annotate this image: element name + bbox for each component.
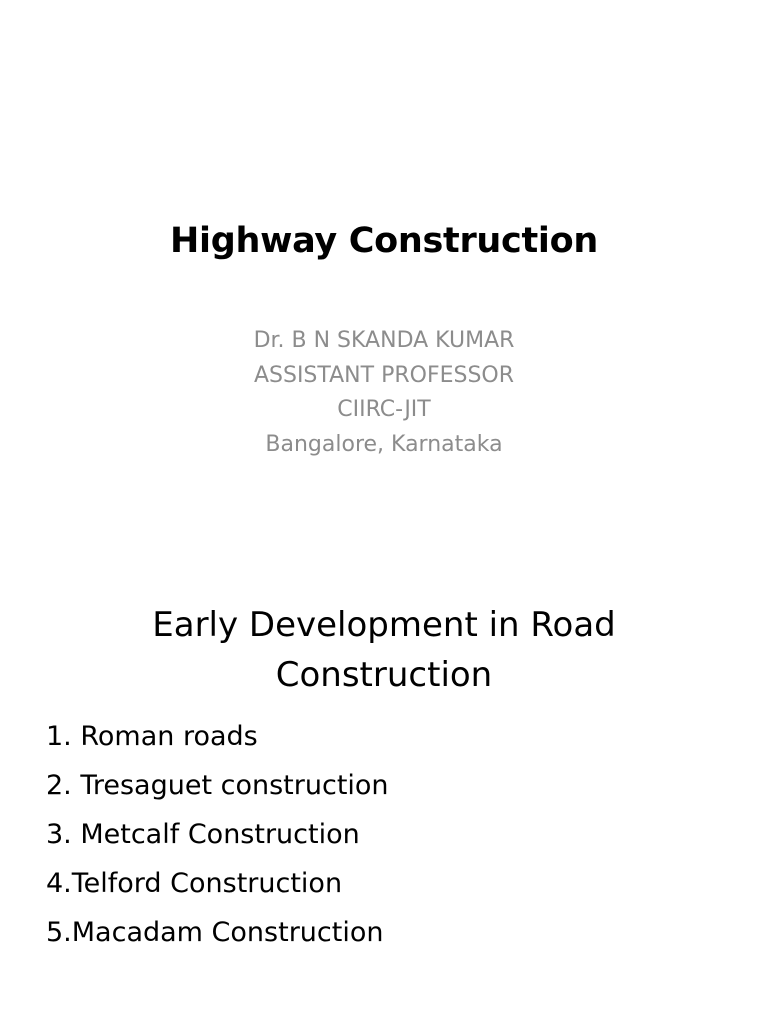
list-item: 2. Tresaguet construction	[46, 770, 389, 801]
list-item: 5.Macadam Construction	[46, 917, 384, 948]
heading-line: Early Development in Road	[152, 605, 616, 645]
author-position: ASSISTANT PROFESSOR	[253, 362, 515, 388]
author-institution: CIIRC-JIT	[337, 397, 431, 422]
content-heading	[0, 600, 768, 700]
list-item: 4.Telford Construction	[46, 868, 343, 899]
construction-list	[46, 712, 389, 957]
heading-line: Construction	[275, 655, 493, 695]
content-slide	[0, 512, 768, 1024]
list-item: 1. Roman roads	[46, 721, 258, 752]
slide-title: Highway Construction	[170, 221, 598, 261]
author-location: Bangalore, Karnataka	[265, 431, 503, 457]
author-name: Dr. B N SKANDA KUMAR	[253, 328, 515, 353]
list-item: 3. Metcalf Construction	[46, 819, 360, 850]
author-block	[0, 324, 768, 462]
